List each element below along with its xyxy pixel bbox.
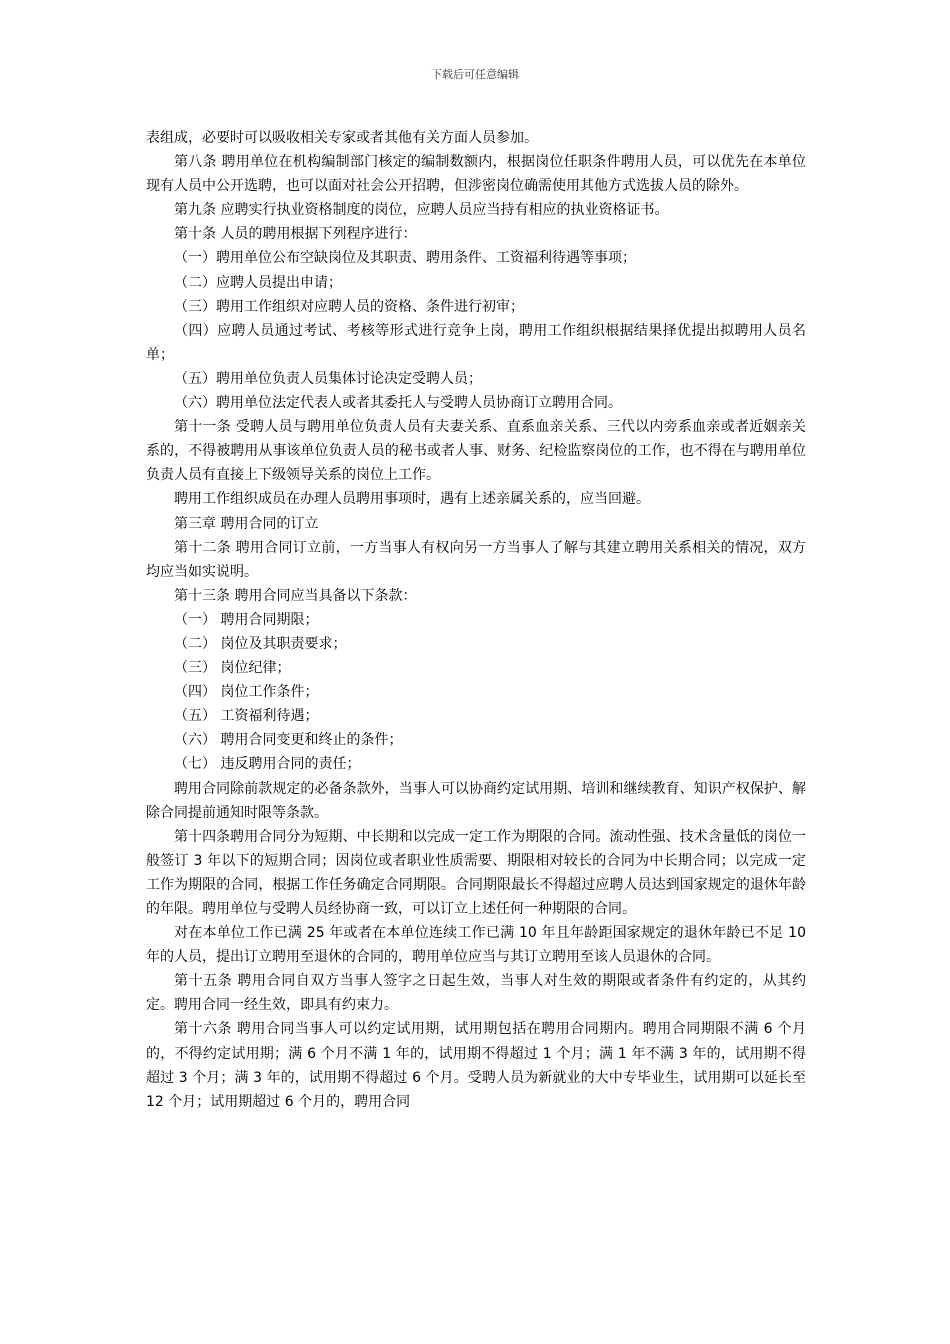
paragraph: 表组成，必要时可以吸收相关专家或者其他有关方面人员参加。: [146, 130, 538, 146]
paragraph: （六）聘用单位法定代表人或者其委托人与受聘人员协商订立聘用合同。: [174, 395, 622, 412]
paragraph: 第十条 人员的聘用根据下列程序进行：: [174, 226, 417, 243]
paragraph: 第九条 应聘实行执业资格制度的岗位，应聘人员应当持有相应的执业资格证书。: [174, 202, 669, 219]
paragraph: 第十六条 聘用合同当事人可以约定试用期，试用期包括在聘用合同期内。聘用合同期限不满 6 个月的，不得约定试用期；满 6 个月不满 1 年的，试用期不得超过 1 个月；满 1 年不满 3 年的，试用期不得超过 3 个月；满 3 年的，试用期不得超过 6 个月。受聘人员为新就业的大中专毕业生，试用期可以延长至 12 个月；试用期超过 6 个月的，聘用合同: [146, 1021, 806, 1110]
paragraph: （五）聘用单位负责人员集体讨论决定受聘人员；: [174, 370, 482, 387]
paragraph: （三）聘用工作组织对应聘人员的资格、条件进行初审；: [174, 298, 524, 315]
paragraph: 第十一条 受聘人员与聘用单位负责人员有夫妻关系、直系血亲关系、三代以内旁系血亲或者近姻亲关系的，不得被聘用从事该单位负责人员的秘书或者人事、财务、纪检监察岗位的工作，也不得在与聘用单位负责人员有直接上下级领导关系的岗位上工作。: [146, 419, 806, 484]
paragraph: 聘用合同除前款规定的必备条款外，当事人可以协商约定试用期、培训和继续教育、知识产权保护、解除合同提前通知时限等条款。: [146, 780, 806, 821]
page-header: 下载后可任意编辑: [431, 68, 519, 81]
paragraph: 聘用工作组织成员在办理人员聘用事项时，遇有上述亲属关系的，应当回避。: [174, 491, 650, 508]
paragraph: （三） 岗位纪律；: [174, 660, 291, 677]
paragraph: 第三章 聘用合同的订立: [174, 515, 319, 532]
paragraph: 对在本单位工作已满 25 年或者在本单位连续工作已满 10 年且年龄距国家规定的退休年龄已不足 10 年的人员，提出订立聘用至退休的合同的，聘用单位应当与其订立聘用至该人员退休的合同。: [146, 925, 806, 966]
paragraph: （一）聘用单位公布空缺岗位及其职责、聘用条件、工资福利待遇等事项；: [174, 250, 636, 267]
paragraph: （六） 聘用合同变更和终止的条件；: [174, 732, 403, 749]
paragraph: （五） 工资福利待遇；: [174, 708, 319, 725]
paragraph: （七） 违反聘用合同的责任；: [174, 756, 361, 773]
document-body: [146, 126, 806, 1114]
paragraph: （二）应聘人员提出申请；: [174, 274, 342, 291]
paragraph: 第十二条 聘用合同订立前，一方当事人有权向另一方当事人了解与其建立聘用关系相关的情况，双方均应当如实说明。: [146, 539, 806, 580]
paragraph: （二） 岗位及其职责要求；: [174, 635, 347, 652]
paragraph: （一） 聘用合同期限；: [174, 611, 319, 628]
paragraph: （四）应聘人员通过考试、考核等形式进行竞争上岗，聘用工作组织根据结果择优提出拟聘用人员名单；: [146, 322, 806, 363]
paragraph: 第八条 聘用单位在机构编制部门核定的编制数额内，根据岗位任职条件聘用人员，可以优先在本单位现有人员中公开选聘，也可以面对社会公开招聘，但涉密岗位确需使用其他方式选拔人员的除外。: [146, 154, 806, 195]
paragraph: （四） 岗位工作条件；: [174, 684, 319, 701]
paragraph: 第十四条聘用合同分为短期、中长期和以完成一定工作为期限的合同。流动性强、技术含量低的岗位一般签订 3 年以下的短期合同；因岗位或者职业性质需要、期限相对较长的合同为中长期合同；以完成一定工作为期限的合同，根据工作任务确定合同期限。合同期限最长不得超过应聘人员达到国家规定的退休年龄的年限。聘用单位与受聘人员经协商一致，可以订立上述任何一种期限的合同。: [146, 828, 806, 917]
paragraph: 第十三条 聘用合同应当具备以下条款：: [174, 587, 417, 604]
paragraph: 第十五条 聘用合同自双方当事人签字之日起生效，当事人对生效的期限或者条件有约定的，从其约定。聘用合同一经生效，即具有约束力。: [146, 973, 806, 1014]
